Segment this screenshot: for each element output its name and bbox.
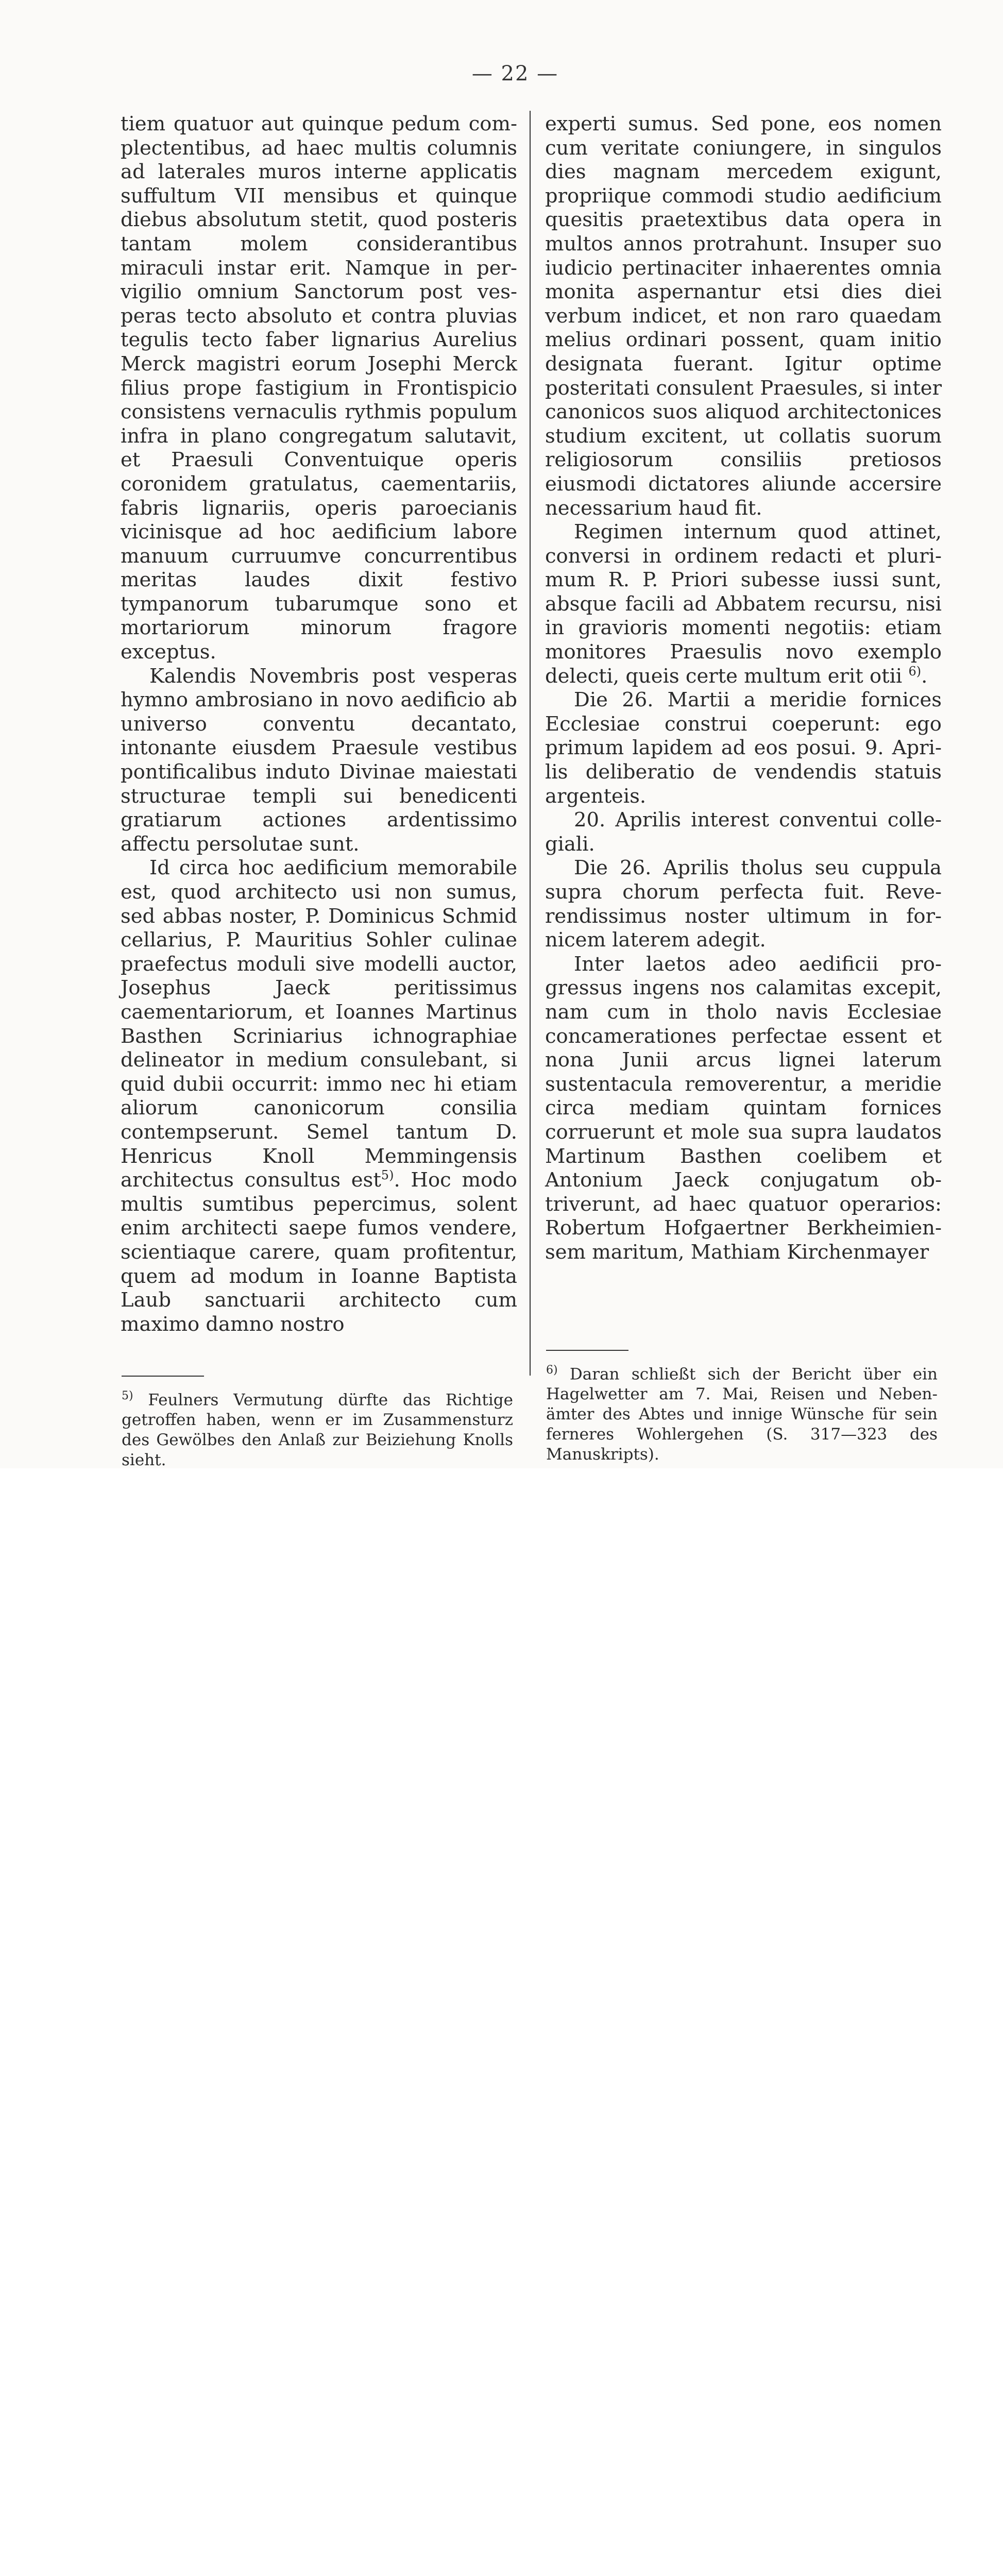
footnote-mark: 6) xyxy=(546,1364,558,1377)
footnote-text: Feulners Vermutung dürfte das Richtige getroffen haben, wenn er im Zusammensturz des Gewölbes den Anlaß zur Beiziehung Knolls sieht. xyxy=(122,1391,513,1470)
paragraph: Kalendis Novembris post vesperas hymno ambrosiano in novo aedificio ab universo conventu decantato, intonante eiusdem Praesule vestibus pontificalibus induto Divinae maiestati structurae templi sui benedicenti gratiarum actiones ardentissimo affectu persolutae sunt. xyxy=(121,664,517,856)
footnote-mark: 5) xyxy=(122,1389,133,1402)
paragraph-text: Id circa hoc aedificium memorabile est, quod architecto usi non sumus, sed abbas noster, P. Dominicus Schmid cellarius, P. Mauritius Sohler culinae praefectus moduli sive modelli auctor, Josephus Jaeck peritissimus caementariorum, et Ioannes Martinus Basthen Scriniarius ichnographiae delineator in medium consulebant, si quid dubii occurrit: immo nec hi etiam aliorum canonicorum consilia contempserunt. Semel tantum D. Henricus Knoll Memmingensis architectus consultus est xyxy=(121,856,517,1192)
footnote-rule xyxy=(546,1350,628,1351)
paragraph-text: Regimen internum quod attinet, conversi in ordinem redacti et plurimum R. P. Priori subesse iussi sunt, absque facili ad Abbatem recursu, nisi in gravioris momenti negotiis: etiam monitores Praesulis novo exemplo delecti, queis certe multum erit otii xyxy=(545,520,942,688)
paragraph: Die 26. Aprilis tholus seu cuppula supra chorum perfecta fuit. Reverendissimus noster ultimum in fornicem laterem adegit. xyxy=(545,856,942,952)
footnote-rule xyxy=(122,1376,204,1377)
paragraph: Regimen internum quod attinet, conversi in ordinem redacti et plurimum R. P. Priori subesse iussi sunt, absque facili ad Abbatem recursu, nisi in gravioris momenti negotiis: etiam monitores Praesulis novo exemplo delecti, queis certe multum erit otii $^{6)}$. xyxy=(545,520,942,688)
footnote-reference[interactable]: 6) xyxy=(908,664,922,679)
viewer-footer xyxy=(0,1471,1003,1597)
paragraph-text: Hoc modo multis sumtibus pepercimus, solent enim architecti saepe fumos vendere, scientiaque carere, quam profitentur, quem ad modum in Ioanne Baptista Laub sanctuarii architecto cum maximo damno nostro xyxy=(121,1168,517,1336)
page-number: — 22 — xyxy=(471,62,559,86)
column-divider xyxy=(530,111,531,1376)
footnote-6 xyxy=(546,1360,938,1465)
paragraph: Die 26. Martii a meridie fornices Ecclesiae construi coeperunt: ego primum lapidem ad eos posui. 9. Aprilis deliberatio de vendendis statuis argenteis. xyxy=(545,688,942,808)
paragraph: Id circa hoc aedificium memorabile est, quod architecto usi non sumus, sed abbas noster, P. Dominicus Schmid cellarius, P. Mauritius Sohler culinae praefectus moduli sive modelli auctor, Josephus Jaeck peritissimus caementariorum, et Ioannes Martinus Basthen Scriniarius ichnographiae delineator in medium consulebant, si quid dubii occurrit: immo nec hi etiam aliorum canonicorum consilia contempserunt. Semel tantum D. Henricus Knoll Memmingensis architectus consultus est$^{5)}$. Hoc modo multis sumtibus pepercimus, solent enim architecti saepe fumos vendere, scientiaque carere, quam profitentur, quem ad modum in Ioanne Baptista Laub sanctuarii architecto cum maximo damno nostro xyxy=(121,856,517,1336)
left-text-column xyxy=(121,112,517,1336)
paragraph: experti sumus. Sed pone, eos nomen cum veritate coniungere, in singulos dies magnam mercedem exigunt, propriique commodi studio aedificium quesitis praetextibus data opera in multos annos protrahunt. Insuper suo iudicio pertinaciter inhaerentes omnia monita aspernantur etsi dies diei verbum indicet, et non raro quaedam melius ordinari possent, quam initio designata fuerant. Igitur optime posteritati consulent Praesules, si inter canonicos suos aliquod architectonices studium excitent, ut collatis suorum religiosorum consiliis pretiosos eiusmodi dictatores aliunde accersire necessarium haud fit. xyxy=(545,112,942,520)
footnote-reference[interactable]: 5) xyxy=(381,1168,394,1183)
right-text-column xyxy=(545,112,942,1265)
footnote-5 xyxy=(122,1386,513,1470)
paragraph: tiem quatuor aut quinque pedum complectentibus, ad haec multis columnis ad laterales muros interne applicatis suffultum VII mensibus et quinque diebus absolutum stetit, quod posteris tantam molem considerantibus miraculi instar erit. Namque in pervigilio omnium Sanctorum post vesperas tecto absoluto et contra pluvias tegulis tecto faber lignarius Aurelius Merck magistri eorum Josephi Merck filius prope fastigium in Frontispicio consistens vernaculis rythmis populum infra in plano congregatum salutavit, et Praesuli Conventuique operis coronidem gratulatus, caementariis, fabris lignariis, operis paroecianis vicinisque ad hoc aedificium labore manuum curruumve concurrentibus meritas laudes dixit festivo tympanorum tubarumque sono et mortariorum minorum fragore exceptus. xyxy=(121,112,517,664)
paragraph: Inter laetos adeo aedificii progressus ingens nos calamitas excepit, nam cum in tholo navis Ecclesiae concamerationes perfectae essent et nona Junii arcus lignei laterum sustentacula removerentur, a meridie circa mediam quintam fornices corruerunt et mole sua supra laudatos Martinum Basthen coelibem et Antonium Jaeck conjugatum obtriverunt, ad haec quatuor operarios: Robertum Hofgaertner Berkheimiensem maritum, Mathiam Kirchenmayer xyxy=(545,952,942,1264)
footnote-text: Daran schließt sich der Bericht über ein Hagelwetter am 7. Mai, Reisen und Nebenämter des Abtes und innige Wünsche für sein ferneres Wohlergehen (S. 317—323 des Manuskripts). xyxy=(546,1365,938,1464)
paragraph: 20. Aprilis interest conventui collegiali. xyxy=(545,808,942,856)
